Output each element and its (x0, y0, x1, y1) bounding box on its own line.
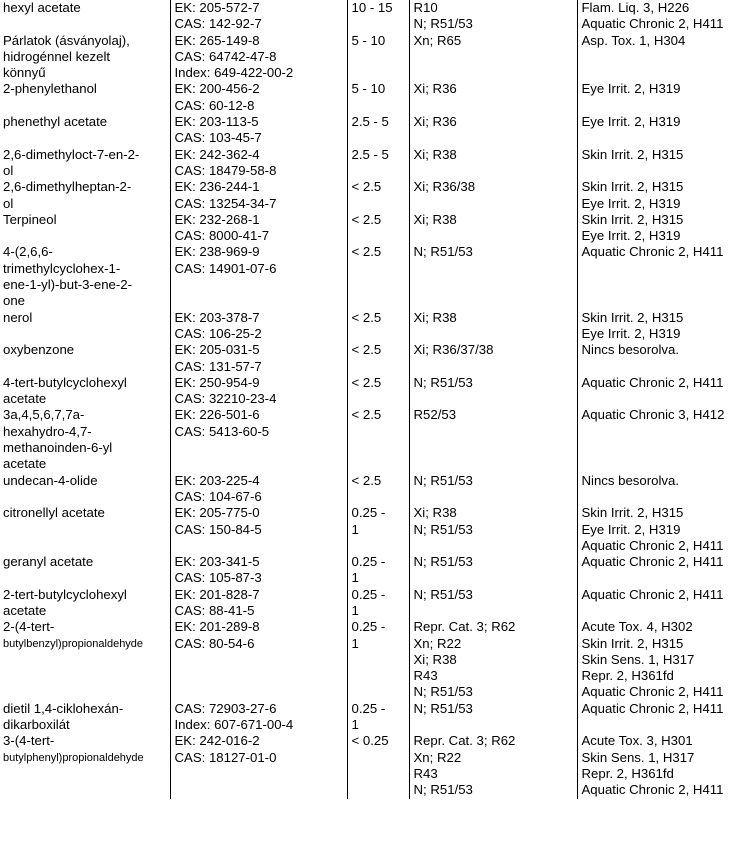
clp-classification-cell (577, 147, 752, 180)
dsd-classification-cell (409, 407, 577, 472)
table-row (0, 554, 752, 587)
clp-classification-cell (577, 473, 752, 506)
clp-classification-line: Aquatic Chronic 2, H411 (581, 374, 724, 390)
substance-name-line: 4-tert-butylcyclohexyl (3, 374, 127, 390)
identifier-line: CAS: 60-12-8 (174, 97, 255, 113)
clp-classification-cell (577, 212, 752, 245)
identifier-cell (170, 407, 347, 472)
dsd-classification-line: R10 (413, 0, 438, 15)
identifier-cell (170, 81, 347, 114)
dsd-classification-cell (409, 701, 577, 734)
substance-name-cell (0, 473, 170, 506)
concentration-cell (347, 407, 409, 472)
dsd-classification-line: Xi; R38 (413, 651, 457, 667)
dsd-classification-line: R43 (413, 765, 438, 781)
dsd-classification-line: Xi; R38 (413, 309, 457, 325)
clp-classification-line: Eye Irrit. 2, H319 (581, 228, 681, 244)
substance-name-line: hexahydro-4,7- (3, 423, 92, 439)
identifier-line: EK: 203-225-4 (174, 472, 260, 488)
concentration-line: 1 (351, 570, 359, 586)
substance-name-line: könnyű (3, 65, 46, 81)
table-row (0, 505, 752, 554)
table-row (0, 244, 752, 309)
concentration-line: < 2.5 (351, 211, 382, 227)
table-row (0, 473, 752, 506)
clp-classification-line: Acute Tox. 3, H301 (581, 733, 693, 749)
substance-name-line: 2,6-dimethylheptan-2- (3, 179, 132, 195)
dsd-classification-line: N; R51/53 (413, 244, 473, 260)
identifier-line: CAS: 106-25-2 (174, 325, 262, 341)
identifier-line: EK: 203-341-5 (174, 554, 260, 570)
concentration-cell (347, 619, 409, 700)
substance-name-cell (0, 701, 170, 734)
clp-classification-line: Skin Irrit. 2, H315 (581, 179, 684, 195)
substance-name-cell (0, 310, 170, 343)
clp-classification-cell (577, 619, 752, 700)
dsd-classification-line: Repr. Cat. 3; R62 (413, 733, 516, 749)
identifier-line: EK: 232-268-1 (174, 211, 260, 227)
identifier-line: EK: 238-969-9 (174, 244, 260, 260)
dsd-classification-cell (409, 0, 577, 33)
clp-classification-line: Eye Irrit. 2, H319 (581, 325, 681, 341)
clp-classification-line: Aquatic Chronic 3, H412 (581, 407, 725, 423)
substance-name-line: 2-tert-butylcyclohexyl (3, 586, 127, 602)
concentration-line: 1 (351, 635, 359, 651)
identifier-line: CAS: 150-84-5 (174, 521, 262, 537)
clp-classification-line: Skin Sens. 1, H317 (581, 651, 695, 667)
substance-name-line: geranyl acetate (3, 554, 94, 570)
dsd-classification-line: N; R51/53 (413, 374, 473, 390)
table-row (0, 407, 752, 472)
substance-name-cell (0, 114, 170, 147)
clp-classification-cell (577, 33, 752, 82)
identifier-line: CAS: 18479-58-8 (174, 162, 277, 178)
clp-classification-cell (577, 179, 752, 212)
substance-name-line: phenethyl acetate (3, 114, 108, 130)
identifier-line: EK: 200-456-2 (174, 81, 260, 97)
clp-classification-line: Skin Irrit. 2, H315 (581, 635, 684, 651)
dsd-classification-cell (409, 310, 577, 343)
substance-name-line: trimethylcyclohex-1- (3, 260, 121, 276)
clp-classification-line: Skin Irrit. 2, H315 (581, 146, 684, 162)
identifier-line: CAS: 142-92-7 (174, 16, 262, 32)
concentration-line: < 2.5 (351, 407, 382, 423)
concentration-line: 5 - 10 (351, 81, 386, 97)
dsd-classification-line: Xi; R36 (413, 114, 457, 130)
dsd-classification-line: N; R51/53 (413, 521, 473, 537)
substance-name-line: Terpineol (3, 211, 57, 227)
concentration-cell (347, 212, 409, 245)
concentration-cell (347, 587, 409, 620)
identifier-cell (170, 147, 347, 180)
identifier-line: Index: 607-671-00-4 (174, 717, 294, 733)
clp-classification-line: Nincs besorolva. (581, 342, 679, 358)
dsd-classification-line: Xi; R36 (413, 81, 457, 97)
dsd-classification-line: Xn; R22 (413, 635, 462, 651)
dsd-classification-line: R52/53 (413, 407, 457, 423)
identifier-line: EK: 203-378-7 (174, 309, 260, 325)
substance-name-line: acetate (3, 391, 47, 407)
clp-classification-line: Eye Irrit. 2, H319 (581, 114, 681, 130)
clp-classification-cell (577, 114, 752, 147)
substance-name-cell (0, 212, 170, 245)
identifier-line: EK: 201-289-8 (174, 619, 260, 635)
concentration-cell (347, 342, 409, 375)
identifier-line: Index: 649-422-00-2 (174, 65, 294, 81)
dsd-classification-line: Xn; R65 (413, 32, 462, 48)
clp-classification-line: Flam. Liq. 3, H226 (581, 0, 690, 15)
clp-classification-line: Eye Irrit. 2, H319 (581, 81, 681, 97)
dsd-classification-line: N; R51/53 (413, 684, 473, 700)
dsd-classification-cell (409, 81, 577, 114)
dsd-classification-line: N; R51/53 (413, 586, 473, 602)
identifier-line: EK: 250-954-9 (174, 374, 260, 390)
identifier-cell (170, 701, 347, 734)
table-row (0, 114, 752, 147)
identifier-cell (170, 342, 347, 375)
dsd-classification-cell (409, 244, 577, 309)
identifier-line: CAS: 105-87-3 (174, 570, 262, 586)
substance-name-line: ene-1-yl)-but-3-ene-2- (3, 277, 132, 293)
dsd-classification-cell (409, 375, 577, 408)
clp-classification-line: Repr. 2, H361fd (581, 668, 674, 684)
substance-name-line: 2-phenylethanol (3, 81, 97, 97)
identifier-line: CAS: 8000-41-7 (174, 228, 270, 244)
identifier-line: CAS: 18127-01-0 (174, 749, 277, 765)
table-row (0, 310, 752, 343)
substance-name-cell (0, 342, 170, 375)
dsd-classification-cell (409, 212, 577, 245)
substance-name-line: oxybenzone (3, 342, 75, 358)
identifier-line: CAS: 72903-27-6 (174, 700, 277, 716)
dsd-classification-line: Xn; R22 (413, 749, 462, 765)
substance-name-line: dikarboxilát (3, 717, 70, 733)
identifier-line: EK: 265-149-8 (174, 32, 260, 48)
dsd-classification-line: N; R51/53 (413, 782, 473, 798)
dsd-classification-line: N; R51/53 (413, 700, 473, 716)
identifier-line: CAS: 14901-07-6 (174, 260, 277, 276)
identifier-cell (170, 505, 347, 554)
identifier-line: CAS: 131-57-7 (174, 358, 262, 374)
clp-classification-cell (577, 587, 752, 620)
dsd-classification-cell (409, 733, 577, 798)
clp-classification-cell (577, 375, 752, 408)
concentration-line: 1 (351, 717, 359, 733)
dsd-classification-cell (409, 342, 577, 375)
identifier-cell (170, 212, 347, 245)
identifier-line: EK: 203-113-5 (174, 114, 259, 130)
identifier-cell (170, 733, 347, 798)
substance-name-line: butylphenyl)propionaldehyde (3, 751, 144, 764)
substance-name-line: 2,6-dimethyloct-7-en-2- (3, 146, 140, 162)
substance-name-cell (0, 0, 170, 33)
dsd-classification-line: N; R51/53 (413, 16, 473, 32)
substance-name-line: butylbenzyl)propionaldehyde (3, 637, 144, 650)
substance-name-line: hexyl acetate (3, 0, 81, 15)
table-row (0, 212, 752, 245)
substance-name-cell (0, 619, 170, 700)
dsd-classification-cell (409, 179, 577, 212)
clp-classification-line: Aquatic Chronic 2, H411 (581, 537, 724, 553)
clp-classification-line: Aquatic Chronic 2, H411 (581, 586, 724, 602)
clp-classification-cell (577, 701, 752, 734)
concentration-line: 10 - 15 (351, 0, 393, 15)
substance-name-line: undecan-4-olide (3, 472, 98, 488)
clp-classification-line: Aquatic Chronic 2, H411 (581, 684, 724, 700)
concentration-line: < 0.25 (351, 733, 389, 749)
identifier-line: EK: 205-775-0 (174, 505, 260, 521)
dsd-classification-cell (409, 505, 577, 554)
clp-classification-cell (577, 554, 752, 587)
clp-classification-line: Aquatic Chronic 2, H411 (581, 244, 724, 260)
clp-classification-line: Acute Tox. 4, H302 (581, 619, 693, 635)
substance-name-cell (0, 81, 170, 114)
table-row (0, 179, 752, 212)
substance-name-cell (0, 733, 170, 798)
clp-classification-cell (577, 81, 752, 114)
table-row (0, 619, 752, 700)
concentration-cell (347, 244, 409, 309)
identifier-line: EK: 242-016-2 (174, 733, 260, 749)
dsd-classification-line: Xi; R36/37/38 (413, 342, 494, 358)
concentration-line: < 2.5 (351, 342, 382, 358)
concentration-line: 0.25 - (351, 700, 386, 716)
identifier-cell (170, 554, 347, 587)
substance-name-line: acetate (3, 456, 47, 472)
dsd-classification-cell (409, 587, 577, 620)
identifier-cell (170, 0, 347, 33)
identifier-line: CAS: 13254-34-7 (174, 195, 277, 211)
substance-name-line: dietil 1,4-ciklohexán- (3, 700, 124, 716)
identifier-line: EK: 226-501-6 (174, 407, 260, 423)
table-row (0, 147, 752, 180)
table-row (0, 375, 752, 408)
concentration-line: 0.25 - (351, 619, 386, 635)
clp-classification-cell (577, 505, 752, 554)
identifier-cell (170, 179, 347, 212)
identifier-line: CAS: 88-41-5 (174, 602, 255, 618)
concentration-cell (347, 310, 409, 343)
concentration-cell (347, 505, 409, 554)
substance-name-cell (0, 244, 170, 309)
clp-classification-line: Eye Irrit. 2, H319 (581, 195, 681, 211)
substance-name-line: methanoinden-6-yl (3, 440, 113, 456)
clp-classification-line: Aquatic Chronic 2, H411 (581, 554, 724, 570)
substance-name-line: hidrogénnel kezelt (3, 48, 111, 64)
identifier-line: EK: 205-572-7 (174, 0, 260, 15)
substance-name-line: acetate (3, 602, 47, 618)
clp-classification-line: Asp. Tox. 1, H304 (581, 32, 686, 48)
concentration-cell (347, 733, 409, 798)
concentration-line: 5 - 10 (351, 32, 386, 48)
dsd-classification-cell (409, 554, 577, 587)
substance-name-line: Párlatok (ásványolaj), (3, 32, 130, 48)
concentration-line: 0.25 - (351, 554, 386, 570)
identifier-line: EK: 205-031-5 (174, 342, 260, 358)
clp-classification-line: Nincs besorolva. (581, 472, 679, 488)
identifier-cell (170, 587, 347, 620)
dsd-classification-line: Xi; R38 (413, 146, 457, 162)
table-row (0, 33, 752, 82)
concentration-cell (347, 554, 409, 587)
dsd-classification-cell (409, 33, 577, 82)
substance-name-line: 4-(2,6,6- (3, 244, 53, 260)
identifier-line: CAS: 104-67-6 (174, 488, 262, 504)
dsd-classification-line: Repr. Cat. 3; R62 (413, 619, 516, 635)
dsd-classification-cell (409, 619, 577, 700)
identifier-cell (170, 114, 347, 147)
identifier-line: EK: 236-244-1 (174, 179, 260, 195)
dsd-classification-line: Xi; R36/38 (413, 179, 476, 195)
clp-classification-line: Skin Irrit. 2, H315 (581, 309, 684, 325)
clp-classification-cell (577, 342, 752, 375)
concentration-cell (347, 179, 409, 212)
identifier-line: CAS: 103-45-7 (174, 130, 262, 146)
identifier-cell (170, 33, 347, 82)
identifier-cell (170, 375, 347, 408)
identifier-cell (170, 244, 347, 309)
substance-name-line: nerol (3, 309, 33, 325)
substance-name-cell (0, 407, 170, 472)
clp-classification-cell (577, 0, 752, 33)
clp-classification-line: Repr. 2, H361fd (581, 765, 674, 781)
concentration-line: 0.25 - (351, 505, 386, 521)
concentration-line: 2.5 - 5 (351, 146, 389, 162)
identifier-cell (170, 619, 347, 700)
substance-name-line: one (3, 293, 26, 309)
substance-name-line: 3-(4-tert- (3, 733, 55, 749)
substance-name-line: citronellyl acetate (3, 505, 105, 521)
clp-classification-line: Skin Irrit. 2, H315 (581, 505, 684, 521)
substance-name-cell (0, 375, 170, 408)
concentration-line: 2.5 - 5 (351, 114, 389, 130)
concentration-line: < 2.5 (351, 472, 382, 488)
substance-name-cell (0, 505, 170, 554)
substance-name-line: ol (3, 195, 14, 211)
table-row (0, 587, 752, 620)
substance-name-cell (0, 587, 170, 620)
concentration-cell (347, 0, 409, 33)
concentration-line: < 2.5 (351, 179, 382, 195)
dsd-classification-cell (409, 473, 577, 506)
identifier-line: CAS: 64742-47-8 (174, 48, 277, 64)
dsd-classification-line: Xi; R38 (413, 211, 457, 227)
identifier-line: EK: 242-362-4 (174, 146, 260, 162)
clp-classification-line: Aquatic Chronic 2, H411 (581, 782, 724, 798)
concentration-line: 1 (351, 521, 359, 537)
clp-classification-line: Eye Irrit. 2, H319 (581, 521, 681, 537)
table-row (0, 342, 752, 375)
substance-name-line: 3a,4,5,6,7,7a- (3, 407, 85, 423)
dsd-classification-cell (409, 114, 577, 147)
table-row (0, 81, 752, 114)
clp-classification-cell (577, 733, 752, 798)
table-row (0, 0, 752, 33)
concentration-cell (347, 114, 409, 147)
identifier-cell (170, 473, 347, 506)
clp-classification-line: Aquatic Chronic 2, H411 (581, 16, 724, 32)
substance-name-line: 2-(4-tert- (3, 619, 55, 635)
concentration-line: < 2.5 (351, 374, 382, 390)
substance-name-cell (0, 554, 170, 587)
dsd-classification-line: N; R51/53 (413, 472, 473, 488)
concentration-line: 1 (351, 602, 359, 618)
concentration-cell (347, 701, 409, 734)
clp-classification-line: Skin Irrit. 2, H315 (581, 211, 684, 227)
concentration-cell (347, 33, 409, 82)
concentration-cell (347, 375, 409, 408)
clp-classification-cell (577, 407, 752, 472)
table-row (0, 733, 752, 798)
clp-classification-line: Aquatic Chronic 2, H411 (581, 700, 724, 716)
concentration-line: < 2.5 (351, 309, 382, 325)
clp-classification-cell (577, 244, 752, 309)
table-row (0, 701, 752, 734)
concentration-line: < 2.5 (351, 244, 382, 260)
identifier-cell (170, 310, 347, 343)
dsd-classification-line: N; R51/53 (413, 554, 473, 570)
substance-name-line: ol (3, 162, 14, 178)
substance-name-cell (0, 147, 170, 180)
dsd-classification-cell (409, 147, 577, 180)
concentration-line: 0.25 - (351, 586, 386, 602)
dsd-classification-line: Xi; R38 (413, 505, 457, 521)
concentration-cell (347, 473, 409, 506)
substance-name-cell (0, 33, 170, 82)
identifier-line: CAS: 5413-60-5 (174, 423, 270, 439)
identifier-line: CAS: 32210-23-4 (174, 391, 277, 407)
concentration-cell (347, 81, 409, 114)
substance-name-cell (0, 179, 170, 212)
identifier-line: EK: 201-828-7 (174, 586, 260, 602)
identifier-line: CAS: 80-54-6 (174, 635, 255, 651)
clp-classification-cell (577, 310, 752, 343)
clp-classification-line: Skin Sens. 1, H317 (581, 749, 695, 765)
concentration-cell (347, 147, 409, 180)
dsd-classification-line: R43 (413, 668, 438, 684)
